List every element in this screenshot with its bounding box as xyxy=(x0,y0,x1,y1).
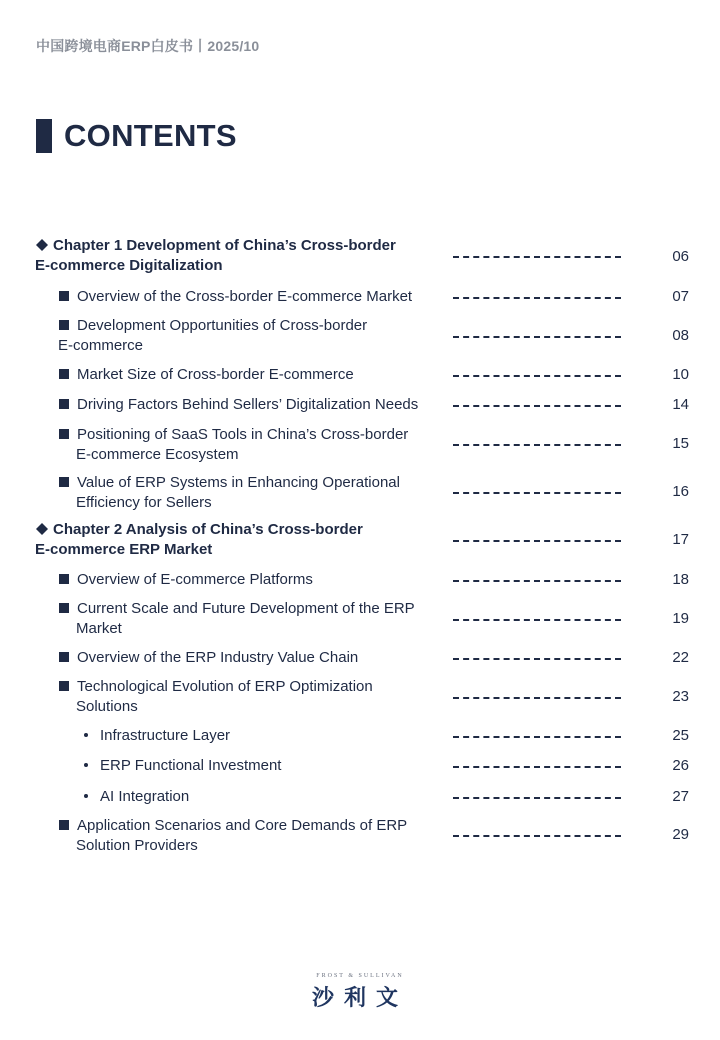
toc-page-number: 17 xyxy=(672,531,689,548)
contents-heading xyxy=(36,118,237,154)
toc-line: Efficiency for Sellers xyxy=(76,493,212,511)
toc-page-number: 25 xyxy=(672,727,689,744)
dot-leader xyxy=(453,336,621,338)
toc-page-number: 18 xyxy=(672,571,689,588)
square-bullet-icon xyxy=(59,369,69,379)
dot-leader xyxy=(453,697,621,699)
dot-leader xyxy=(453,619,621,621)
toc-line: Application Scenarios and Core Demands of ERP xyxy=(77,817,408,834)
toc-page-number: 26 xyxy=(672,757,689,774)
toc-page-number: 06 xyxy=(672,248,689,265)
toc-line: Overview of the Cross-border E-commerce Market xyxy=(77,288,413,305)
toc-page-number: 22 xyxy=(672,649,689,666)
square-bullet-icon xyxy=(59,477,69,487)
page-title: CONTENTS xyxy=(64,118,237,153)
toc-line: Chapter 1 Development of China’s Cross-border xyxy=(53,237,396,254)
logo-chinese-text: 沙利文 xyxy=(311,985,408,1010)
toc-page-number: 10 xyxy=(672,366,689,383)
square-bullet-icon xyxy=(59,820,69,830)
toc-line: ERP Functional Investment xyxy=(100,757,282,774)
toc-page-number: 14 xyxy=(672,396,689,413)
toc-page-number: 23 xyxy=(672,688,689,705)
toc-page-number: 16 xyxy=(672,483,689,500)
toc-page-number: 27 xyxy=(672,788,689,805)
toc-line: Current Scale and Future Development of the ERP xyxy=(77,600,415,617)
toc-line: Infrastructure Layer xyxy=(100,727,231,744)
toc-page-number: 15 xyxy=(672,435,689,452)
square-bullet-icon xyxy=(59,399,69,409)
dot-leader xyxy=(453,256,621,258)
toc-page-number: 19 xyxy=(672,610,689,627)
document-header: 中国跨境电商ERP白皮书丨2025/10 xyxy=(36,38,260,54)
toc-line: Driving Factors Behind Sellers’ Digitalization Needs xyxy=(77,396,419,413)
dot-bullet-icon xyxy=(84,733,88,737)
dot-leader xyxy=(453,375,621,377)
toc-line: AI Integration xyxy=(100,788,190,805)
square-bullet-icon xyxy=(59,603,69,613)
toc-line: E-commerce Digitalization xyxy=(35,256,223,274)
frost-sullivan-logo xyxy=(300,973,420,1012)
toc-line: Overview of E-commerce Platforms xyxy=(77,571,313,588)
toc-line: Market Size of Cross-border E-commerce xyxy=(77,366,354,383)
logo-english-text: FROST & SULLIVAN xyxy=(316,973,404,979)
square-bullet-icon xyxy=(59,291,69,301)
toc-line: Overview of the ERP Industry Value Chain xyxy=(77,649,359,666)
toc-line: Value of ERP Systems in Enhancing Operational xyxy=(77,474,400,491)
toc-line: E-commerce ERP Market xyxy=(35,540,213,558)
dot-leader xyxy=(453,540,621,542)
toc-line: Positioning of SaaS Tools in China’s Cross-border xyxy=(77,426,409,443)
square-bullet-icon xyxy=(59,320,69,330)
toc-page-number: 07 xyxy=(672,288,689,305)
toc-line: Solution Providers xyxy=(76,836,198,854)
square-bullet-icon xyxy=(59,429,69,439)
toc-line: Development Opportunities of Cross-border xyxy=(77,317,368,334)
diamond-bullet-icon xyxy=(36,239,48,251)
diamond-bullet-icon xyxy=(36,523,48,535)
dot-bullet-icon xyxy=(84,763,88,767)
dot-leader xyxy=(453,580,621,582)
dot-leader xyxy=(453,297,621,299)
toc-line: E-commerce Ecosystem xyxy=(76,445,239,463)
title-accent-bar xyxy=(36,119,52,153)
square-bullet-icon xyxy=(59,681,69,691)
toc-line: Market xyxy=(76,619,122,637)
dot-bullet-icon xyxy=(84,794,88,798)
dot-leader xyxy=(453,405,621,407)
dot-leader xyxy=(453,835,621,837)
dot-leader xyxy=(453,797,621,799)
dot-leader xyxy=(453,492,621,494)
dot-leader xyxy=(453,658,621,660)
toc-line: Technological Evolution of ERP Optimization xyxy=(77,678,373,695)
dot-leader xyxy=(453,766,621,768)
square-bullet-icon xyxy=(59,574,69,584)
toc-line: E-commerce xyxy=(58,336,144,354)
toc-line: Solutions xyxy=(76,697,138,715)
toc-page-number: 08 xyxy=(672,327,689,344)
square-bullet-icon xyxy=(59,652,69,662)
toc-line: Chapter 2 Analysis of China’s Cross-border xyxy=(53,521,363,538)
dot-leader xyxy=(453,444,621,446)
dot-leader xyxy=(453,736,621,738)
toc-page-number: 29 xyxy=(672,826,689,843)
